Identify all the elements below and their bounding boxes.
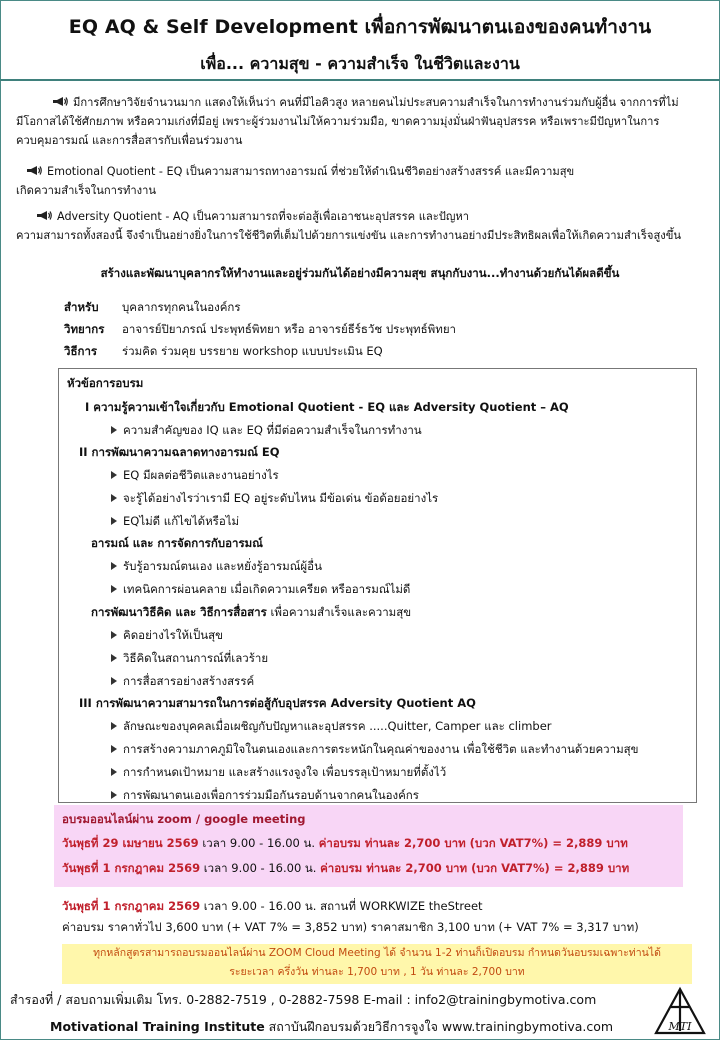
list-item: EQ มีผลต่อชีวิตและงานอย่างไร: [111, 467, 279, 485]
logo-text: MTI: [668, 1020, 692, 1033]
info-row: [64, 340, 456, 362]
list-item: จะรู้ได้อย่างไรว่าเรามี EQ อยู่ระดับไหน มีข้อเด่น ข้อด้อยอย่างไร: [111, 490, 438, 508]
list-item: EQไม่ดี แก้ไขได้หรือไม่: [111, 513, 239, 531]
onsite-training: [62, 896, 639, 938]
contact-info: สำรองที่ / สอบถามเพิ่มเติม โทร. 0-2882-7519 , 0-2882-7598 E-mail : info2@trainingbymotiva.com: [10, 992, 597, 1007]
chevron-right-icon: [111, 745, 117, 753]
header: [0, 0, 720, 81]
onsite-session: วันพุธที่ 1 กรกฎาคม 2569 เวลา 9.00 - 16.00 น. สถานที่ WORKWIZE theStreet: [62, 899, 483, 913]
chevron-right-icon: [111, 654, 117, 662]
section-heading: I ความรู้ความเข้าใจเกี่ยวกับ Emotional Quotient - EQ และ Adversity Quotient – AQ: [85, 400, 569, 414]
megaphone-icon: [36, 210, 52, 221]
onsite-fee: ค่าอบรม ราคาทั่วไป 3,600 บาท (+ VAT 7% = 3,852 บาท) ราคาสมาชิก 3,100 บาท (+ VAT 7% = 3,317 บาท): [62, 920, 639, 934]
chevron-right-icon: [111, 562, 117, 570]
outline-heading: หัวข้อการอบรม: [67, 376, 144, 390]
list-item: การพัฒนาตนเองเพื่อการร่วมมือกันรอบด้านจากคนในองค์กร: [111, 787, 419, 805]
megaphone-icon: [26, 165, 42, 176]
intro-text: Adversity Quotient - AQ เป็นความสามารถที่จะต่อสู้เพื่อเอาชนะอุปสรรค และปัญหา: [57, 210, 470, 223]
section-heading: III การพัฒนาความสามารถในการต่อสู้กับอุปสรรค Adversity Quotient AQ: [79, 696, 476, 710]
list-item: การกำหนดเป้าหมาย และสร้างแรงจูงใจ เพื่อบรรลุเป้าหมายที่ตั้งไว้: [111, 764, 446, 782]
institute-tail: สถาบันฝึกอบรมด้วยวิธีการจูงใจ www.trainingbymotiva.com: [264, 1019, 614, 1034]
info-value: บุคลากรทุกคนในองค์กร: [122, 300, 241, 314]
online-training-box: [54, 805, 683, 887]
footer: [50, 1017, 613, 1037]
intro-text: มีการศึกษาวิจัยจำนวนมาก แสดงให้เห็นว่า คนที่มีไอคิวสูง หลายคนไม่ประสบความสำเร็จในการทำงานร่วมกับผู้อื่น จากการที่ไม่: [73, 96, 679, 109]
info-label: วิทยากร: [64, 322, 105, 336]
chevron-right-icon: [111, 677, 117, 685]
notice-line: ระยะเวลา ครึ่งวัน ท่านละ 1,700 บาท , 1 วัน ท่านละ 2,700 บาท: [229, 966, 525, 978]
info-label: สำหรับ: [64, 300, 99, 314]
chevron-right-icon: [111, 426, 117, 434]
list-item: ความสำคัญของ IQ และ EQ ที่มีต่อความสำเร็จในการทำงาน: [111, 422, 422, 440]
chevron-right-icon: [111, 517, 117, 525]
chevron-right-icon: [111, 494, 117, 502]
intro-paragraph-2: [16, 162, 706, 200]
chevron-right-icon: [111, 585, 117, 593]
chevron-right-icon: [111, 631, 117, 639]
info-value: อาจารย์ปิยาภรณ์ ประพุทธ์พิทยา หรือ อาจารย์ธีร์ธวัช ประพุทธ์พิทยา: [122, 322, 457, 336]
slogan: สร้างและพัฒนาบุคลากรให้ทำงานและอยู่ร่วมกันได้อย่างมีความสุข สนุกกับงาน...ทำงานด้วยกันได้ผลดีขึ้น: [100, 266, 620, 280]
course-info: [64, 296, 456, 362]
info-row: [64, 296, 456, 318]
intro-paragraph-3: [16, 207, 706, 245]
section-heading: อารมณ์ และ การจัดการกับอารมณ์: [91, 536, 263, 550]
online-title: อบรมออนไลน์ผ่าน zoom / google meeting: [62, 812, 306, 826]
list-item: วิธีคิดในสถานการณ์ที่เลวร้าย: [111, 650, 268, 668]
info-value: ร่วมคิด ร่วมคุย บรรยาย workshop แบบประเมิน EQ: [122, 344, 383, 358]
list-item: รับรู้อารมณ์ตนเอง และหยั่งรู้อารมณ์ผู้อื่น: [111, 558, 322, 576]
online-session: วันพุธที่ 1 กรกฎาคม 2569 เวลา 9.00 - 16.00 น. ค่าอบรม ท่านละ 2,700 บาท (บวก VAT7%) = 2,889 บาท: [62, 861, 630, 875]
page-subtitle: เพื่อ... ความสุข - ความสำเร็จ ในชีวิตและงาน: [200, 54, 520, 73]
notice-line: ทุกหลักสูตรสามารถอบรมออนไลน์ผ่าน ZOOM Cloud Meeting ได้ จำนวน 1-2 ท่านก็เปิดอบรม กำหนดวันอบรมเฉพาะท่านได้: [93, 947, 661, 959]
list-item: การสร้างความภาคภูมิใจในตนเองและการตระหนักในคุณค่าของงาน เพื่อใช้ชีวิต และทำงานด้วยความสุข: [111, 741, 639, 759]
intro-paragraph-1: [16, 93, 706, 150]
chevron-right-icon: [111, 722, 117, 730]
chevron-right-icon: [111, 471, 117, 479]
intro-text: ความสามารถทั้งสองนี้ จึงจำเป็นอย่างยิ่งในการใช้ชีวิตที่เต็มไปด้วยการแข่งขัน และการทำงานอย่างมีประสิทธิผลเพื่อให้เกิดความสำเร็จสูงขึ้น: [16, 229, 682, 242]
info-row: [64, 318, 456, 340]
list-item: คิดอย่างไรให้เป็นสุข: [111, 627, 223, 645]
list-item: การสื่อสารอย่างสร้างสรรค์: [111, 673, 254, 691]
info-label: วิธีการ: [64, 344, 98, 358]
megaphone-icon: [52, 96, 68, 107]
online-notice: [62, 944, 692, 984]
intro-text: ควบคุมอารมณ์ และการสื่อสารกับเพื่อนร่วมงาน: [16, 134, 243, 147]
intro-text: มีโอกาสได้ใช้ศักยภาพ หรือความเก่งที่มีอยู่ เพราะผู้ร่วมงานไม่ให้ความร่วมมือ, ขาดความมุ่งมั่นฝ่าฟันอุปสรรค หรือเพราะมีปัญหาในการ: [16, 115, 660, 128]
mti-logo-icon: [652, 983, 708, 1037]
institute-name: Motivational Training Institute: [50, 1019, 265, 1034]
list-item: ลักษณะของบุคคลเมื่อเผชิญกับปัญหาและอุปสรรค .....Quitter, Camper และ climber: [111, 718, 552, 736]
section-heading: II การพัฒนาความฉลาดทางอารมณ์ EQ: [79, 445, 280, 459]
online-session: วันพุธที่ 29 เมษายน 2569 เวลา 9.00 - 16.00 น. ค่าอบรม ท่านละ 2,700 บาท (บวก VAT7%) = 2,889 บาท: [62, 836, 628, 850]
intro-text: Emotional Quotient - EQ เป็นความสามารถทางอารมณ์ ที่ช่วยให้ดำเนินชีวิตอย่างสร้างสรรค์ และมีความสุข: [47, 165, 575, 178]
page-title: EQ AQ & Self Development เพื่อการพัฒนาตนเองของคนทำงาน: [68, 16, 652, 38]
intro-text: เกิดความสำเร็จในการทำงาน: [16, 184, 157, 197]
chevron-right-icon: [111, 791, 117, 799]
list-item: เทคนิคการผ่อนคลาย เมื่อเกิดความเครียด หรืออารมณ์ไม่ดี: [111, 581, 410, 599]
section-heading: การพัฒนาวิธีคิด และ วิธีการสื่อสาร เพื่อความสำเร็จและความสุข: [91, 605, 412, 619]
chevron-right-icon: [111, 768, 117, 776]
course-outline-box: [58, 368, 697, 803]
